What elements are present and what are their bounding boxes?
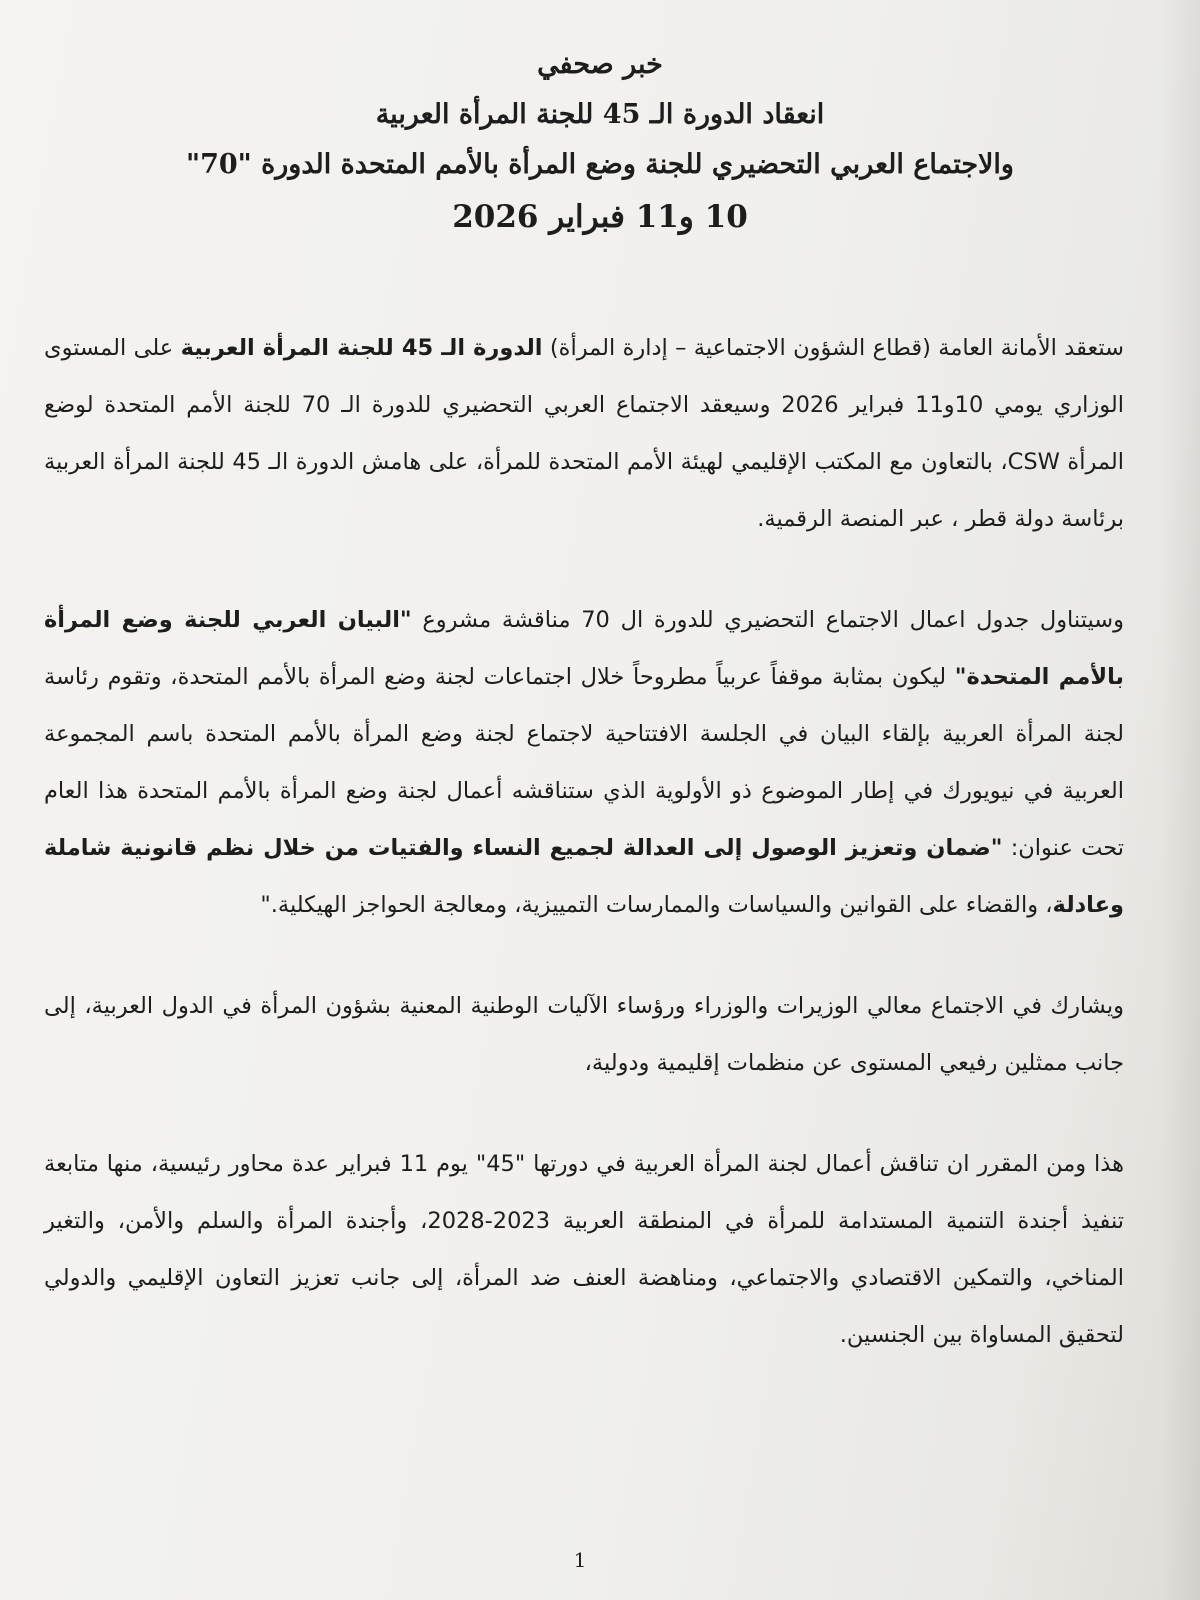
p2-text-e: ، والقضاء على القوانين والسياسات والممارسات التمييزية، ومعالجة الحواجز الهيكلية."	[260, 892, 1053, 918]
press-release-heading	[100, 40, 1100, 244]
p2-bold-statement: "البيان العربي للجنة وضع المرأة بالأمم المتحدة"	[44, 607, 1124, 690]
document-body	[44, 320, 1124, 1408]
p1-text-c: على المستوى الوزاري يومي 10و11 فبراير 2026 وسيعقد الاجتماع العربي التحضيري للدورة الـ 70 للجنة الأمم المتحدة لوضع المرأة CSW، بالتعاون مع المكتب الإقليمي لهيئة الأمم المتحدة للمرأة، على هامش الدورة الـ 45 للجنة المرأة العربية برئاسة دولة قطر ، عبر المنصة الرقمية.	[44, 335, 1124, 532]
paragraph-2	[44, 592, 1124, 934]
heading-title-line2: والاجتماع العربي التحضيري للجنة وضع المرأة بالأمم المتحدة الدورة "70"	[186, 149, 1014, 180]
p2-bold-theme: "ضمان وتعزيز الوصول إلى العدالة لجميع النساء والفتيات من خلال نظم قانونية شاملة وعادلة	[44, 835, 1124, 918]
p2-text-c: ليكون بمثابة موقفاً عربياً مطروحاً خلال اجتماعات لجنة وضع المرأة بالأمم المتحدة، وتقوم رئاسة لجنة المرأة العربية بإلقاء البيان في الجلسة الافتتاحية لاجتماع لجنة وضع المرأة بالأمم المتحدة باسم المجموعة العربية في نيويورك في إطار الموضوع ذو الأولوية الذي ستناقشه أعمال لجنة وضع المرأة بالأمم المتحدة هذا العام تحت عنوان:	[44, 664, 1124, 861]
p2-text-a: وسيتناول جدول اعمال الاجتماع التحضيري للدورة ال 70 مناقشة مشروع	[411, 607, 1124, 633]
page-number: 1	[573, 1548, 587, 1572]
page-shadow	[1160, 0, 1200, 1600]
paragraph-1	[44, 320, 1124, 548]
heading-title-line1: انعقاد الدورة الـ 45 للجنة المرأة العربية	[375, 99, 825, 130]
p1-bold: الدورة الـ 45 للجنة المرأة العربية	[180, 335, 543, 361]
paragraph-4	[44, 1136, 1124, 1364]
p3-text: ويشارك في الاجتماع معالي الوزيرات والوزراء ورؤساء الآليات الوطنية المعنية بشؤون المرأة في الدول العربية، إلى جانب ممثلين رفيعي المستوى عن منظمات إقليمية ودولية،	[44, 993, 1124, 1076]
p1-text-a: ستعقد الأمانة العامة (قطاع الشؤون الاجتماعية – إدارة المرأة)	[542, 335, 1124, 361]
heading-date: 10 و11 فبراير 2026	[452, 199, 748, 235]
paragraph-3	[44, 978, 1124, 1092]
heading-kind: خبر صحفي	[537, 49, 663, 80]
p4-text: هذا ومن المقرر ان تناقش أعمال لجنة المرأة العربية في دورتها "45" يوم 11 فبراير عدة محاور رئيسية، منها متابعة تنفيذ أجندة التنمية المستدامة للمرأة في المنطقة العربية 2023-2028، وأجندة المرأة والسلم والأمن، والتغير المناخي، والتمكين الاقتصادي والاجتماعي، ومناهضة العنف ضد المرأة، إلى جانب تعزيز التعاون الإقليمي والدولي لتحقيق المساواة بين الجنسين.	[44, 1151, 1124, 1348]
